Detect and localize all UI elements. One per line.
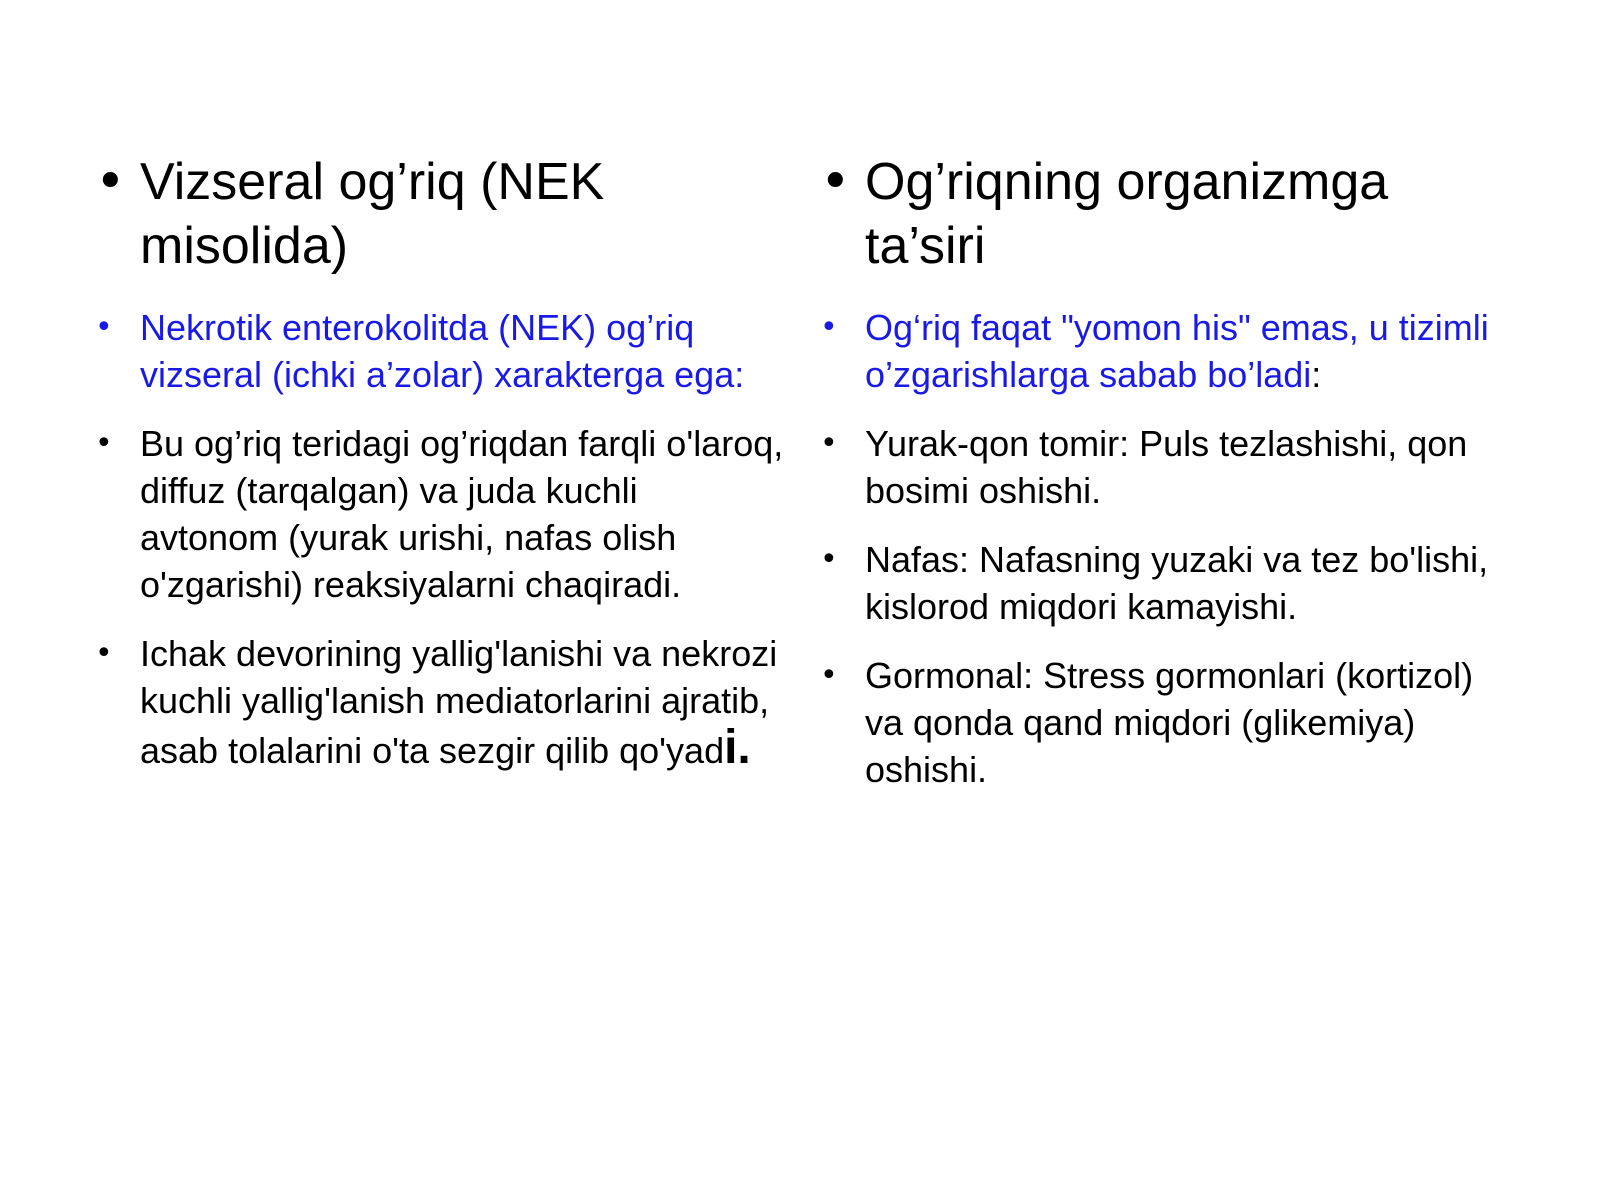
- left-point-text: Ichak devorining yallig'lanishi va nekrozi kuchli yallig'lanish mediatorlarini ajratib, asab tolalarini o'ta sezgir qilib qo'yad: [140, 633, 778, 771]
- right-intro-colon: :: [1311, 354, 1322, 395]
- left-point: [95, 420, 785, 608]
- left-heading: [95, 150, 785, 278]
- right-intro: [820, 304, 1520, 398]
- left-column: [95, 150, 785, 796]
- left-point: [95, 630, 785, 774]
- right-column: [820, 150, 1520, 815]
- right-point: [820, 536, 1520, 630]
- right-point: [820, 652, 1520, 793]
- left-heading-text: Vizseral og’riq (NEK misolida): [140, 153, 605, 275]
- left-point-text-tail: i.: [724, 721, 751, 774]
- right-heading: [820, 150, 1520, 278]
- bullet-icon: •: [820, 658, 838, 693]
- right-intro-text: Og‘riq faqat "yomon his" emas, u tizimli o’zgarishlarga sabab bo’ladi: [865, 307, 1489, 395]
- left-intro: [95, 304, 785, 398]
- bullet-icon: •: [820, 542, 838, 577]
- right-heading-text: Og’riqning organizmga ta’siri: [865, 153, 1389, 275]
- right-point-text: Nafas: Nafasning yuzaki va tez bo'lishi, kislorod miqdori kamayishi.: [865, 539, 1489, 627]
- left-point-text: Bu og’riq teridagi og’riqdan farqli o'laroq, diffuz (tarqalgan) va juda kuchli avtonom (yurak urishi, nafas olish o'zgarishi) reaksiyalarni chaqiradi.: [140, 423, 784, 605]
- bullet-icon: •: [820, 310, 838, 345]
- bullet-icon: •: [820, 152, 851, 212]
- right-point: [820, 420, 1520, 514]
- bullet-icon: •: [820, 426, 838, 461]
- bullet-icon: •: [95, 636, 113, 671]
- bullet-icon: •: [95, 152, 126, 212]
- bullet-icon: •: [95, 310, 113, 345]
- left-intro-text: Nekrotik enterokolitda (NEK) og’riq vizseral (ichki a’zolar) xarakterga ega:: [140, 307, 745, 395]
- bullet-icon: •: [95, 426, 113, 461]
- right-point-text: Gormonal: Stress gormonlari (kortizol) va qonda qand miqdori (glikemiya) oshishi.: [865, 655, 1474, 790]
- right-point-text: Yurak-qon tomir: Puls tezlashishi, qon bosimi oshishi.: [865, 423, 1468, 511]
